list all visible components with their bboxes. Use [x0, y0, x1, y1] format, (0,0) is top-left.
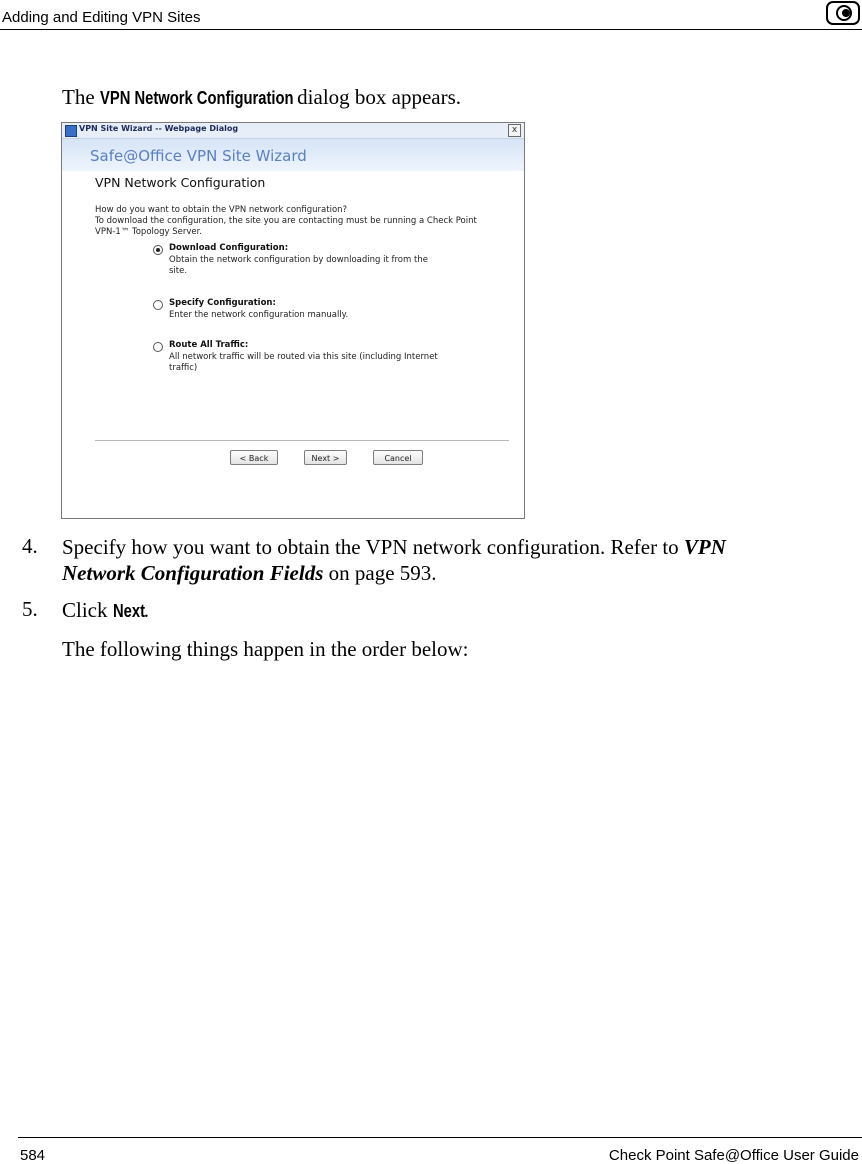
- option-download-desc1: Obtain the network configuration by downloading it from the: [169, 255, 428, 265]
- cross-reference-link[interactable]: VPN: [683, 535, 726, 559]
- cross-reference-link-continued[interactable]: Network Configuration Fields: [62, 561, 324, 585]
- running-header: [0, 0, 862, 30]
- dialog-screenshot: [61, 122, 525, 519]
- browser-window-icon: [65, 125, 77, 137]
- option-download-desc2: site.: [169, 266, 188, 276]
- option-route-desc2: traffic): [169, 363, 198, 373]
- option-specify-desc1: Enter the network configuration manually.: [169, 310, 349, 320]
- wizard-banner: [62, 139, 524, 171]
- footer-rule: [18, 1137, 862, 1138]
- close-icon[interactable]: x: [508, 124, 521, 137]
- cancel-button[interactable]: Cancel: [373, 450, 423, 465]
- intro-paragraph: [62, 84, 461, 111]
- dialog-question: How do you want to obtain the VPN network configuration?: [95, 205, 348, 215]
- dialog-instruction-line2: VPN-1™ Topology Server.: [95, 227, 203, 237]
- back-button[interactable]: < Back: [230, 450, 278, 465]
- radio-specify-configuration[interactable]: [153, 300, 163, 310]
- option-specify-label[interactable]: Specify Configuration:: [169, 298, 276, 308]
- dialog-titlebar: [62, 123, 524, 139]
- step-5-text-before: Click: [62, 598, 108, 622]
- dialog-window-title: VPN Site Wizard -- Webpage Dialog: [79, 124, 239, 133]
- guide-title: Check Point Safe@Office User Guide: [608, 1147, 859, 1164]
- step-number: 5.: [22, 597, 38, 621]
- intro-ui-term: VPN Network Configuration: [99, 88, 294, 108]
- step-number: 4.: [22, 534, 38, 558]
- step-5-ui-term: Next: [112, 601, 145, 621]
- next-button[interactable]: Next >: [304, 450, 347, 465]
- header-title: Adding and Editing VPN Sites: [2, 9, 201, 26]
- step-4-text-before: Specify how you want to obtain the VPN network configuration. Refer to: [62, 535, 679, 559]
- intro-prefix: The: [62, 85, 95, 109]
- option-route-desc1: All network traffic will be routed via this site (including Internet: [169, 352, 438, 362]
- step-text: [62, 597, 149, 624]
- radio-download-configuration[interactable]: [153, 245, 163, 255]
- option-route-label[interactable]: Route All Traffic:: [169, 340, 249, 350]
- check-point-logo-icon: [826, 1, 860, 25]
- option-download-label[interactable]: Download Configuration:: [169, 243, 289, 253]
- step-4-text-after: on page 593.: [328, 561, 437, 585]
- step-5-text-after: .: [143, 598, 150, 622]
- dialog-heading: VPN Network Configuration: [95, 175, 266, 190]
- wizard-banner-title: Safe@Office VPN Site Wizard: [90, 147, 307, 165]
- intro-suffix: dialog box appears.: [297, 85, 462, 109]
- closing-paragraph: The following things happen in the order below:: [62, 637, 469, 661]
- step-text: [62, 534, 822, 586]
- radio-route-all-traffic[interactable]: [153, 342, 163, 352]
- dialog-instruction-line1: To download the configuration, the site you are contacting must be running a Check Point: [95, 216, 477, 226]
- dialog-divider: [95, 440, 509, 442]
- page-number: 584: [20, 1147, 46, 1164]
